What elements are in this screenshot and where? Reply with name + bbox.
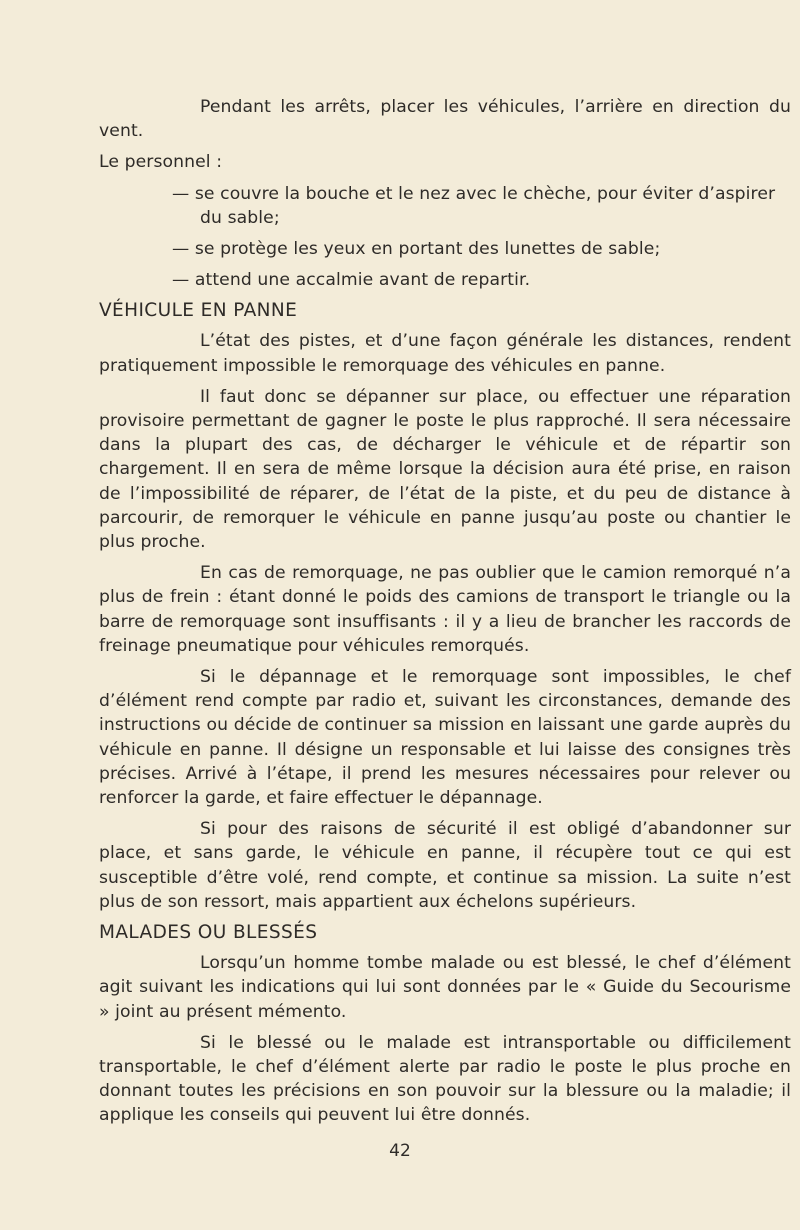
document-page xyxy=(99,95,791,1135)
personnel-item: — se couvre la bouche et le nez avec le chèche, pour éviter d’aspirer du sable; xyxy=(172,183,776,228)
paragraph: Lorsqu’un homme tombe malade ou est blessé, le chef d’élément agit suivant les indications qui lui sont données par le « Guide du Secourisme » joint au présent mémento. xyxy=(99,953,791,1022)
paragraph: L’état des pistes, et d’une façon générale les distances, rendent pratiquement impossible le remorquage des véhicules en panne. xyxy=(99,331,791,376)
personnel-label: Le personnel : xyxy=(99,152,223,173)
section-heading-malades-ou-blesses: MALADES OU BLESSÉS xyxy=(99,922,318,944)
paragraph: Il faut donc se dépanner sur place, ou effectuer une réparation provisoire permettant de gagner le poste le plus rapproché. Il sera nécessaire dans la plupart des cas, de décharger le véhicule et de répartir son chargement. Il en sera de même lorsque la décision aura été prise, en raison de l’impossibilité de réparer, de l’état de la piste, et du peu de distance à parcourir, de remorquer le véhicule en panne jusqu’au poste ou chantier le plus proche. xyxy=(99,386,791,553)
personnel-item: — se protège les yeux en portant des lunettes de sable; xyxy=(172,239,661,260)
paragraph: Si pour des raisons de sécurité il est obligé d’abandonner sur place, et sans garde, le véhicule en panne, il récupère tout ce qui est susceptible d’être volé, rend compte, et continue sa mission. La suite n’est plus de son ressort, mais appartient aux échelons supérieurs. xyxy=(99,819,791,912)
paragraph: Si le dépannage et le remorquage sont impossibles, le chef d’élément rend compte par radio et, suivant les circonstances, demande des instructions ou décide de continuer sa mission en laissant une garde auprès du véhicule en panne. Il désigne un responsable et lui laisse des consignes très précises. Arrivé à l’étape, il prend les mesures nécessaires pour relever ou renforcer la garde, et faire effectuer le dépannage. xyxy=(99,667,791,809)
paragraph: Si le blessé ou le malade est intransportable ou difficilement transportable, le chef d’élément alerte par radio le poste le plus proche en donnant toutes les précisions en son pouvoir sur la blessure ou la maladie; il applique les conseils qui peuvent lui être donnés. xyxy=(99,1032,791,1126)
section-heading-vehicule-en-panne: VÉHICULE EN PANNE xyxy=(99,300,298,322)
page-number: 42 xyxy=(389,1141,411,1161)
personnel-item: — attend une accalmie avant de repartir. xyxy=(172,270,531,291)
paragraph: En cas de remorquage, ne pas oublier que le camion remorqué n’a plus de frein : étant donné le poids des camions de transport le triangle ou la barre de remorquage sont insuffisants : il y a lieu de brancher les raccords de freinage pneumatique pour véhicules remorqués. xyxy=(99,563,791,656)
intro-paragraph: Pendant les arrêts, placer les véhicules, l’arrière en direction du vent. xyxy=(99,97,791,142)
